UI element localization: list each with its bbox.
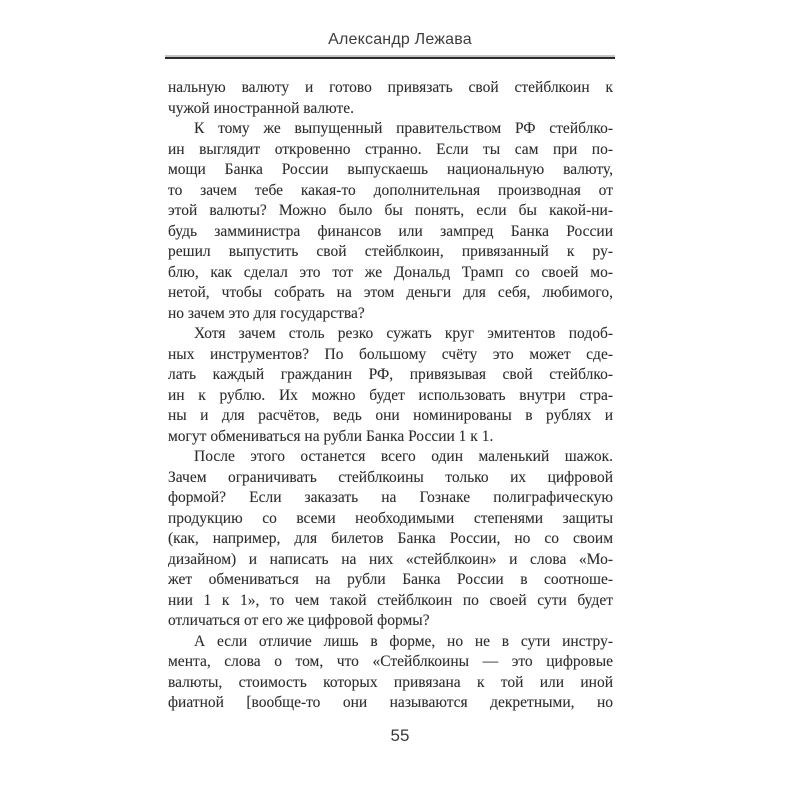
text-line: (как, например, для билетов Банка России, но со своим [168,530,613,547]
text-line: этой валюты? Можно было бы понять, если бы какой-ни- [168,202,613,219]
running-header-author: Александр Лежава [328,31,472,48]
text-paragraph [168,447,613,632]
text-line: ных инструментов? По большому счёту это может сде- [168,345,613,363]
text-line: ны и для расчётов, ведь они номинированы в рублях и [168,407,613,424]
page-body-text [168,78,613,714]
text-line: валюты, стоимость которых привязана к той или иной [168,673,613,691]
text-line: Хотя зачем столь резко сужать круг эмитентов подоб- [194,325,613,342]
text-line: ин выглядит откровенно странно. Если ты сам при по- [168,140,613,158]
text-line: формой? Если заказать на Гознаке полиграфическую [168,489,613,506]
text-line: мощи Банка России выпускаешь национальную валюту, [168,161,613,178]
text-line: ин к рублю. Их можно будет использовать внутри стра- [168,386,613,404]
text-paragraph [168,632,613,714]
text-line: блю, как сделал это тот же Дональд Трамп со своей мо- [168,263,613,281]
text-line: лать каждый гражданин РФ, привязывая свой стейблко- [168,366,613,383]
text-line: фиатной [вообще-то они называются декретными, но [168,694,613,711]
text-line: дизайном) и написать на них «стейблкоин» и слова «Мо- [168,550,613,568]
text-line: жет обмениваться на рубли Банка России в соотноше- [168,571,613,588]
text-line: могут обмениваться на рубли Банка России 1 к 1. [168,427,494,445]
text-paragraph [168,119,613,324]
text-line: К тому же выпущенный правительством РФ стейблко- [194,120,613,137]
text-line: продукцию со всеми необходимыми степенями защиты [168,509,613,527]
header-rule-dark-line [165,57,615,60]
page-number: 55 [390,726,410,745]
text-line: отличаться от его же цифровой формы? [168,612,430,629]
text-line: чужой иностранной валюте. [168,99,355,117]
text-line: будь замминистра финансов или зампред Банка России [168,222,613,240]
text-line: нальную валюту и готово привязать свой стейблкоин к [168,79,613,96]
text-line: После этого останется всего один маленький шажок. [194,448,613,465]
text-paragraph [168,78,613,119]
text-line: мента, слова о том, что «Стейблкоины — это цифровые [168,653,613,670]
text-line: нии 1 к 1», то чем такой стейблкоин по своей сути будет [168,591,613,609]
header-rule [165,55,615,59]
text-paragraph [168,324,613,447]
text-line: но зачем это для государства? [168,304,365,322]
text-line: Зачем ограничивать стейблкоины только их цифровой [168,468,613,486]
text-line: А если отличие лишь в форме, но не в сути инстру- [194,632,613,650]
text-line: то зачем тебе какая-то дополнительная производная от [168,181,613,199]
text-line: решил выпустить свой стейблкоин, привязанный к ру- [168,243,613,260]
text-line: нетой, чтобы собрать на этом деньги для себя, любимого, [168,284,613,301]
